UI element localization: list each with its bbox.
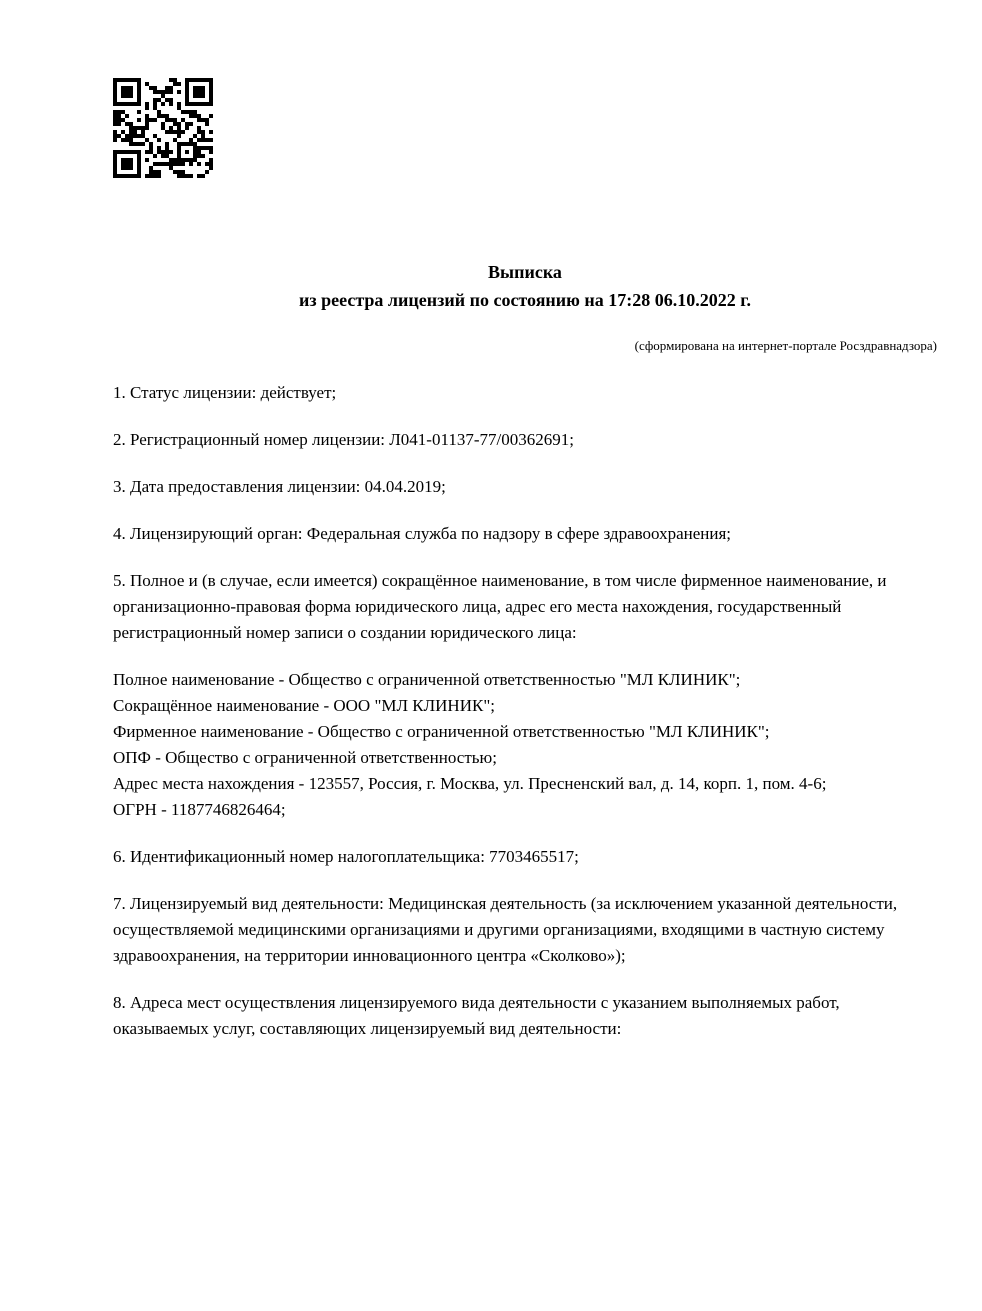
qr-code-icon [113, 78, 213, 178]
document-title-line-1: Выписка [488, 262, 562, 282]
org-detail-address: Адрес места нахождения - 123557, Россия, г. Москва, ул. Пресненский вал, д. 14, корп. 1, пом. 4-6; [113, 774, 827, 793]
paragraph-license-status: 1. Статус лицензии: действует; [113, 383, 337, 402]
paragraph-licensed-activity: 7. Лицензируемый вид деятельности: Медицинская деятельность (за исключением указанной деятельности, осуществляемой медицинскими организациями и другими организациями, входящими в частную систему здравоохранения, на территории инновационного центра «Сколково»); [113, 894, 898, 965]
org-details-block [113, 667, 937, 823]
document-title-line-2: из реестра лицензий по состоянию на 17:28 06.10.2022 г. [299, 290, 751, 310]
paragraph-org-name-intro: 5. Полное и (в случае, если имеется) сокращённое наименование, в том числе фирменное наименование, и организационно-правовая форма юридического лица, адрес его места нахождения, государственный регистрационный номер записи о создании юридического лица: [113, 571, 887, 642]
source-note: (сформирована на интернет-портале Росздравнадзора) [634, 338, 937, 353]
document-title [113, 258, 937, 314]
paragraph-licensing-authority: 4. Лицензирующий орган: Федеральная служба по надзору в сфере здравоохранения; [113, 524, 732, 543]
paragraph-grant-date: 3. Дата предоставления лицензии: 04.04.2019; [113, 477, 446, 496]
org-detail-ogrn: ОГРН - 1187746826464; [113, 800, 286, 819]
org-detail-brand-name: Фирменное наименование - Общество с ограниченной ответственностью "МЛ КЛИНИК"; [113, 722, 770, 741]
org-detail-short-name: Сокращённое наименование - ООО "МЛ КЛИНИК"; [113, 696, 495, 715]
paragraph-registration-number: 2. Регистрационный номер лицензии: Л041-01137-77/00362691; [113, 430, 574, 449]
org-detail-full-name: Полное наименование - Общество с ограниченной ответственностью "МЛ КЛИНИК"; [113, 670, 741, 689]
paragraph-inn: 6. Идентификационный номер налогоплательщика: 7703465517; [113, 847, 579, 866]
paragraph-activity-addresses-intro: 8. Адреса мест осуществления лицензируемого вида деятельности с указанием выполняемых работ, оказываемых услуг, составляющих лицензируемый вид деятельности: [113, 993, 840, 1038]
org-detail-legal-form: ОПФ - Общество с ограниченной ответственностью; [113, 748, 497, 767]
document-body [113, 380, 937, 1042]
